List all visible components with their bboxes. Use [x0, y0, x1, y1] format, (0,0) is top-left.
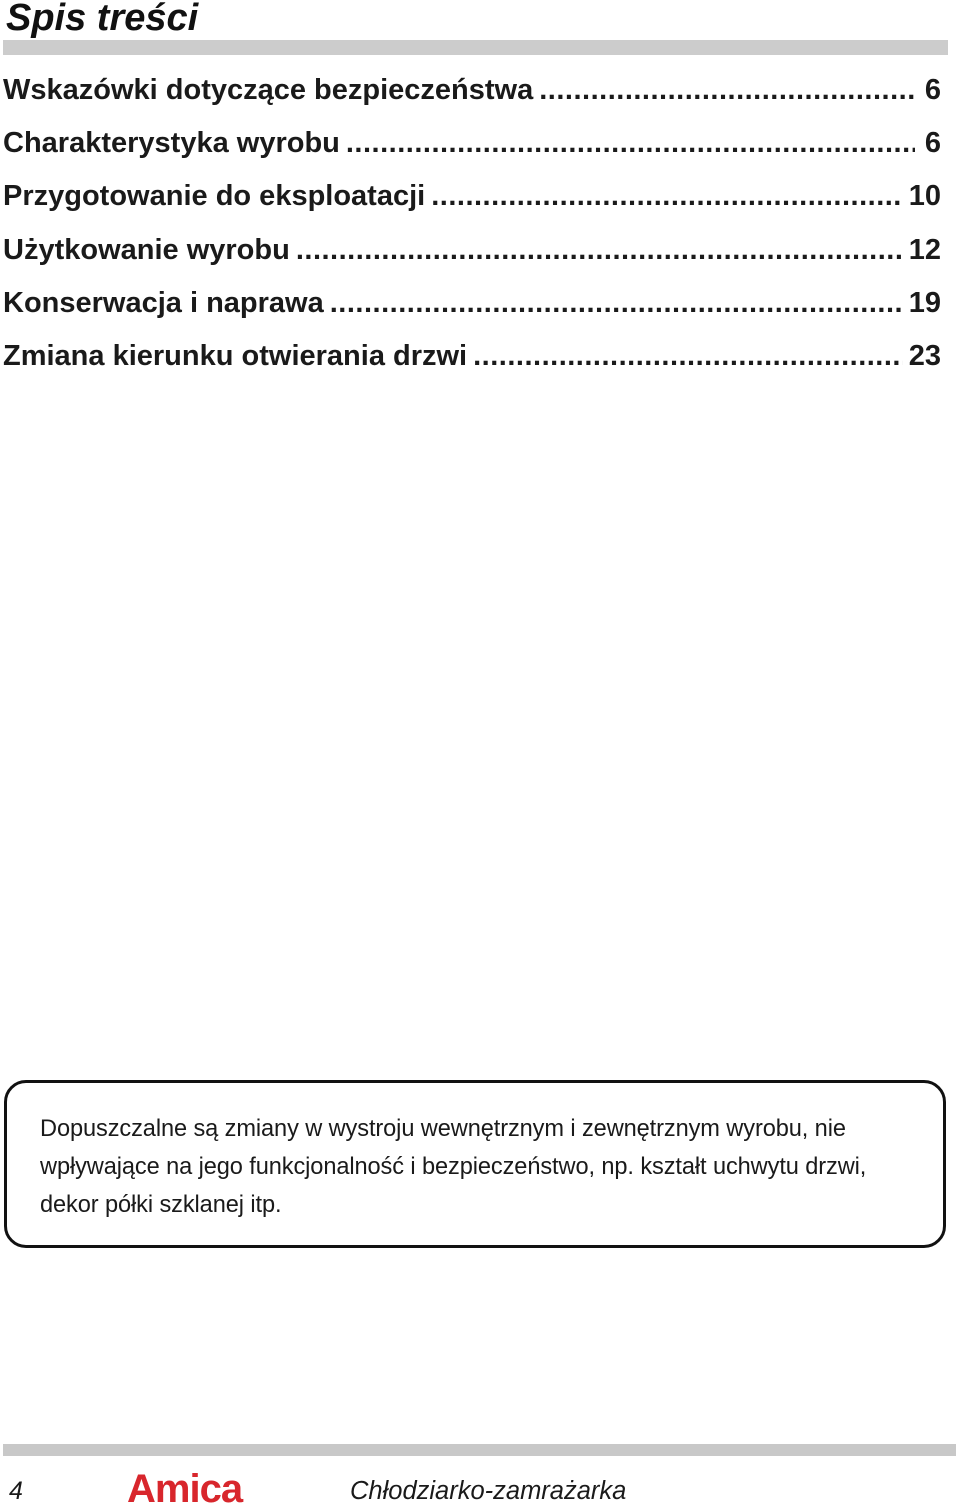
toc-entry[interactable] [3, 287, 941, 340]
toc-entry-page: 6 [924, 127, 941, 160]
toc-dot-leader [346, 127, 915, 160]
toc-entry[interactable] [3, 127, 941, 180]
toc-entry[interactable] [3, 234, 941, 287]
toc-entry-page: 12 [908, 233, 941, 266]
page-number: 4 [9, 1477, 23, 1505]
toc-entry-page: 23 [908, 339, 941, 372]
toc-entry[interactable] [3, 74, 941, 127]
notice-line: wpływające na jego funkcjonalność i bezpieczeństwo, np. kształt uchwytu drzwi, [40, 1154, 867, 1180]
toc-entry-page: 19 [908, 286, 941, 319]
toc-dot-leader [473, 340, 903, 373]
toc-dot-leader [431, 180, 903, 213]
toc-entry-label: Wskazówki dotyczące bezpieczeństwa [3, 74, 534, 106]
toc-entry-label: Zmiana kierunku otwierania drzwi [3, 339, 468, 372]
toc-entry[interactable] [3, 340, 941, 393]
table-of-contents [3, 74, 941, 393]
toc-entry-page: 10 [908, 180, 941, 213]
toc-entry-label: Konserwacja i naprawa [3, 286, 324, 319]
toc-dot-leader [296, 234, 903, 267]
toc-entry-label: Charakterystyka wyrobu [3, 127, 340, 160]
notice-line: Dopuszczalne są zmiany w wystroju wewnętrznym i zewnętrznym wyrobu, nie [40, 1116, 846, 1142]
page-title: Spis treści [6, 0, 199, 39]
notice-box [4, 1080, 946, 1248]
footer-rule-bar [3, 1444, 956, 1456]
toc-entry[interactable] [3, 180, 941, 233]
notice-line: dekor półki szklanej itp. [40, 1192, 282, 1218]
toc-entry-label: Użytkowanie wyrobu [3, 233, 290, 266]
toc-dot-leader [539, 74, 915, 107]
toc-entry-label: Przygotowanie do eksploatacji [3, 180, 426, 213]
brand-logo: Amica [127, 1467, 243, 1511]
product-name: Chłodziarko-zamrażarka [350, 1477, 627, 1505]
title-underline-bar [3, 40, 948, 55]
toc-entry-page: 6 [924, 74, 941, 106]
toc-dot-leader [330, 287, 903, 320]
